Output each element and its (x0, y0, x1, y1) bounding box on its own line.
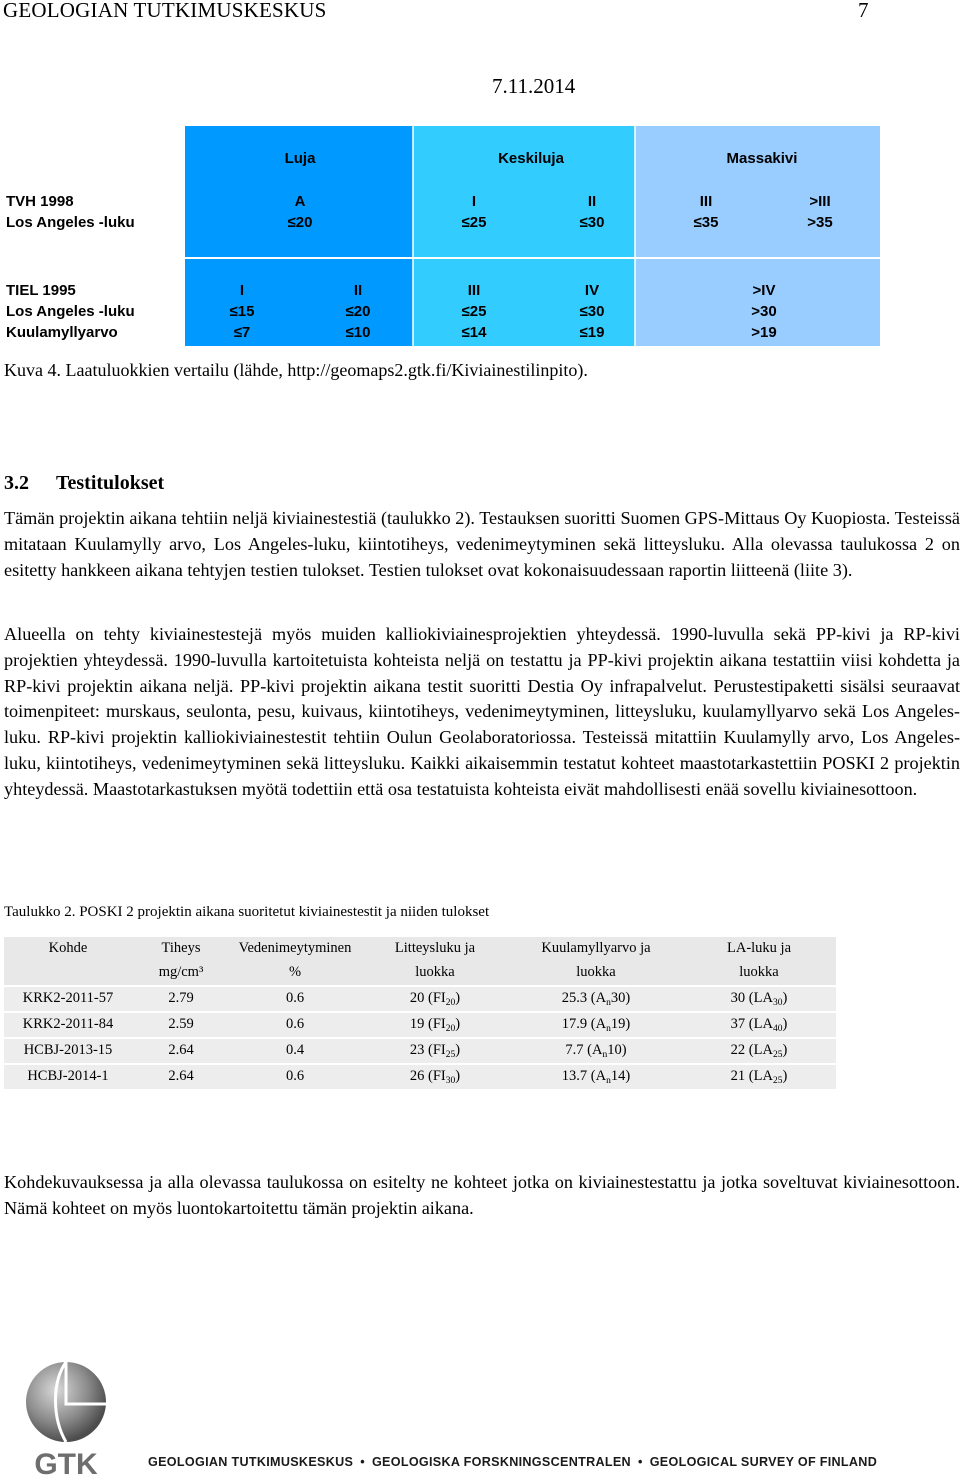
cell-litteysluku: 20 $(FI_{20})$ (360, 986, 510, 1012)
cell-litteysluku: 23 $(FI_{25})$ (360, 1038, 510, 1064)
footer-separator: • (360, 1455, 365, 1469)
tvh-value-II: ≤30 (579, 214, 605, 231)
cell-kohde: KRK2-2011-84 (4, 1012, 132, 1038)
figure-caption: Kuva 4. Laatuluokkien vertailu (lähde, http://geomaps2.gtk.fi/Kiviainestilinpito). (4, 360, 588, 380)
tiel-la-III: ≤25 (461, 303, 487, 320)
tiel-la-IV: ≤30 (579, 303, 605, 320)
footer-item-fi: GEOLOGIAN TUTKIMUSKESKUS (148, 1455, 354, 1469)
category-keskiluja: Keskiluja (498, 150, 564, 167)
cell-kohde: HCBJ-2013-15 (4, 1038, 132, 1064)
cell-kohde: KRK2-2011-57 (4, 986, 132, 1012)
paragraph-history: Alueella on tehty kiviainestestejä myös muiden kalliokiviainesprojektien yhteydessä. 1990-luvulla sekä PP-kivi ja RP-kivi projektien yhteydessä. 1990-luvulla kartoitetuista kohteista neljä on testattu ja PP-kivi projektin aikana testattiin viisi kohdetta ja RP-kivi projektin aikana neljä. PP-kivi projektin aikana testit suoritti Destia Oy infrapalvelut. Perustestipaketti sisälsi seuraavat toimenpiteet: murskaus, seulonta, pesu, kuivaus, kiintotiheys, vedenimeytyminen, litteysluku, kuulamyllyarvo sekä Los Angeles-luku. RP-kivi projektin kalliokiviainestestit tehtiin Oulun Geolaboratoriossa. Testeissä mitattiin Kuulamylly arvo, Los Angeles-luku, kiintotiheys, vedenimeytyminen sekä litteysluku. Kaikki aikaisemmin testatut kohteet maastotarkastettiin POSKI 2 projektin yhteydessä. Maastotarkastuksen myötä todettiin että osa testatuista kohteista eivät mahdollisesti enää sovellu kiviainesottoon. (4, 624, 960, 799)
cell-litteysluku: 26 $(FI_{30})$ (360, 1064, 510, 1089)
tvh-class-III: III (699, 193, 713, 210)
cell-la-luku: 22 $(LA_{25})$ (682, 1038, 836, 1064)
results-table (4, 937, 836, 1089)
cell-tiheys: 2.64 (132, 1064, 230, 1089)
col-header-tiheys: Tiheys (132, 937, 230, 961)
cell-vedenimeytyminen: 0.4 (230, 1038, 360, 1064)
tvh-class-II: II (587, 193, 597, 210)
tvh-value-III: ≤35 (693, 214, 719, 231)
section-number: 3.2 (4, 472, 29, 494)
cell-kohde: HCBJ-2014-1 (4, 1064, 132, 1089)
tvh-value-I: ≤25 (461, 214, 487, 231)
quality-class-figure (0, 126, 880, 346)
band-tiel-1 (185, 258, 413, 346)
tvh-class-gt-III: >III (809, 193, 831, 210)
col-header-kohde: Kohde (4, 937, 132, 961)
footer-item-en: GEOLOGICAL SURVEY OF FINLAND (649, 1455, 878, 1469)
footer-institutions (148, 1455, 877, 1469)
tiel-class-II: II (353, 282, 363, 299)
col-unit-litteysluku: luokka (360, 961, 510, 986)
tiel-km-gt-IV: >19 (751, 324, 777, 341)
table-header-row (4, 937, 836, 961)
tiel-km-III: ≤14 (461, 324, 487, 341)
tvh-la-label: Los Angeles -luku (6, 214, 135, 231)
gtk-logo (22, 1358, 110, 1478)
header-org-name: GEOLOGIAN TUTKIMUSKESKUS (3, 0, 327, 22)
tvh-value-A: ≤20 (287, 214, 313, 231)
cell-tiheys: 2.79 (132, 986, 230, 1012)
col-header-vedenimeytyminen: Vedenimeytyminen (230, 937, 360, 961)
tiel-km-label: Kuulamyllyarvo (6, 324, 118, 341)
gtk-logo-text: GTK (34, 1448, 98, 1478)
cell-tiheys: 2.59 (132, 1012, 230, 1038)
footer-item-sv: GEOLOGISKA FORSKNINGSCENTRALEN (371, 1455, 631, 1469)
table-row (4, 1012, 836, 1038)
cell-vedenimeytyminen: 0.6 (230, 986, 360, 1012)
table-caption: Taulukko 2. POSKI 2 projektin aikana suoritetut kiviainestestit ja niiden tulokset (4, 904, 490, 920)
cell-vedenimeytyminen: 0.6 (230, 1064, 360, 1089)
table-header-units-row (4, 961, 836, 986)
cell-vedenimeytyminen: 0.6 (230, 1012, 360, 1038)
col-unit-kohde (4, 961, 132, 986)
tiel-class-IV: IV (584, 282, 600, 299)
tiel-la-gt-IV: >30 (751, 303, 777, 320)
cell-kuulamyllyarvo: 17.9 $(A_n19)$ (510, 1012, 682, 1038)
header-date: 7.11.2014 (492, 74, 576, 98)
col-header-la-luku: LA-luku ja (682, 937, 836, 961)
cell-kuulamyllyarvo: 25.3 $(A_n30)$ (510, 986, 682, 1012)
footer-separator: • (637, 1455, 643, 1469)
col-unit-kuulamyllyarvo: luokka (510, 961, 682, 986)
table-row (4, 1038, 836, 1064)
band-luja (185, 126, 413, 258)
cell-kuulamyllyarvo: 7.7 $(A_n10)$ (510, 1038, 682, 1064)
col-unit-vedenimeytyminen: % (230, 961, 360, 986)
cell-kuulamyllyarvo: 13.7 $(A_n14)$ (510, 1064, 682, 1089)
tiel-class-I: I (239, 282, 245, 299)
tiel-la-II: ≤20 (345, 303, 371, 320)
cell-la-luku: 21 $(LA_{25})$ (682, 1064, 836, 1089)
cell-tiheys: 2.64 (132, 1038, 230, 1064)
tiel-la-I: ≤15 (229, 303, 255, 320)
tiel-la-label: Los Angeles -luku (6, 303, 135, 320)
col-header-kuulamyllyarvo: Kuulamyllyarvo ja (510, 937, 682, 961)
page-number: 7 (858, 0, 869, 22)
cell-la-luku: 30 $(LA_{30})$ (682, 986, 836, 1012)
cell-litteysluku: 19 $(FI_{20})$ (360, 1012, 510, 1038)
paragraph-summary: Kohdekuvauksessa ja alla olevassa taulukossa on esitelty ne kohteet jotka on kiviainestestattu ja jotka soveltuvat kiviainesottoon. Nämä kohteet on myös luontokartoitettu tämän projektin aikana. (4, 1172, 960, 1218)
category-massakivi: Massakivi (726, 150, 798, 167)
tvh-value-gt-III: >35 (807, 214, 833, 231)
band-massakivi (635, 126, 880, 258)
paragraph-intro: Tämän projektin aikana tehtiin neljä kiviainestestiä (taulukko 2). Testauksen suoritti Suomen GPS-Mittaus Oy Kuopiosta. Testeissä mitataan Kuulamylly arvo, Los Angeles-luku, kiintotiheys, vedenimeytyminen sekä litteysluku. Alla olevassa taulukossa 2 on esitetty hankkeen aikana tehtyjen testien tulokset. Testien tulokset ovat kokonaisuudessaan raportin liitteenä (liite 3). (4, 508, 960, 580)
col-unit-tiheys: mg/cm³ (132, 961, 230, 986)
col-unit-la-luku: luokka (682, 961, 836, 986)
tiel-km-II: ≤10 (345, 324, 371, 341)
tiel-km-I: ≤7 (233, 324, 251, 341)
table-row (4, 1064, 836, 1089)
tvh-class-A: A (294, 193, 306, 210)
tiel-label: TIEL 1995 (6, 282, 76, 299)
category-luja: Luja (284, 150, 316, 167)
tiel-class-III: III (467, 282, 481, 299)
col-header-litteysluku: Litteysluku ja (360, 937, 510, 961)
tiel-class-gt-IV: >IV (752, 282, 776, 299)
tvh-label: TVH 1998 (6, 193, 74, 210)
tvh-class-I: I (471, 193, 477, 210)
cell-la-luku: 37 $(LA_{40})$ (682, 1012, 836, 1038)
section-title: Testitulokset (56, 472, 165, 494)
section-heading (4, 472, 164, 495)
tiel-km-IV: ≤19 (579, 324, 605, 341)
band-keskiluja (413, 126, 635, 258)
table-row (4, 986, 836, 1012)
